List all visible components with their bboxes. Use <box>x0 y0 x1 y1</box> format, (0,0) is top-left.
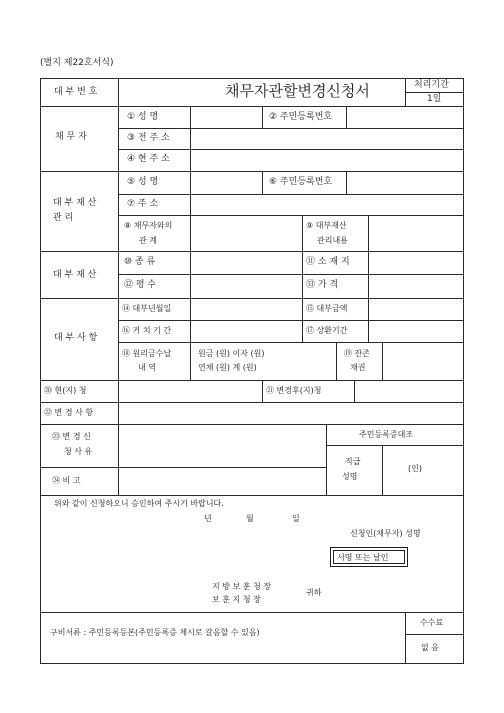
balance-label-2: 채권 <box>350 363 366 372</box>
manager-content-label-1: ⑨ 대부재산 <box>306 221 347 230</box>
property-location-label: ⑪ 소 재 지 <box>306 257 350 267</box>
loan-property-section-label: 대 부 재 산 <box>53 270 97 280</box>
debt-no-label: 대 부 번 호 <box>54 87 98 97</box>
processing-label: 처리기간 <box>414 80 449 90</box>
principal-interest: 원금 (원) 이자 (원) <box>198 349 265 358</box>
received-label-2: 내 역 <box>138 363 156 372</box>
reason-label-1: ㉓ 변 경 신 <box>52 432 91 441</box>
debtor-name-label: ① 성 명 <box>127 112 159 122</box>
signature-box[interactable] <box>330 547 408 567</box>
required-docs: 구비서류 : 주민등록등본(주민등록증 제시로 갈음할 수 있음) <box>50 628 260 637</box>
manager-content-label-2: 관리내용 <box>317 236 348 245</box>
date-month: 월 <box>246 514 254 523</box>
request-text: 위와 같이 신청하오니 승인하여 주시기 바랍니다. <box>54 499 224 508</box>
debtor-rrn-label: ② 주민등록번호 <box>269 112 333 122</box>
loan-date-label: ⑭ 대부년월일 <box>122 304 172 313</box>
property-type-label: ⑩ 종 류 <box>124 257 156 267</box>
reason-label-2: 청 사 유 <box>64 447 93 456</box>
property-area-label: ⑫ 평 수 <box>124 280 157 290</box>
received-label-1: ⑱ 원리금수납 <box>122 349 172 358</box>
applicant-label: 신청인(채무자) 성명 <box>350 529 421 538</box>
manager-rrn-label: ⑥ 주민등록번호 <box>269 177 333 187</box>
seal-label: (인) <box>408 464 422 473</box>
recipient-label: 귀하 <box>306 588 322 597</box>
fee-label: 수수료 <box>420 618 444 627</box>
office-title-1: 지 방 보 훈 청 장 <box>212 582 272 591</box>
manager-relation-label-2: 관 계 <box>139 236 157 245</box>
office-title-2: 보 훈 지 청 장 <box>212 595 261 604</box>
position-label-2: 성명 <box>342 472 358 481</box>
loan-items-section-label: 대 부 사 항 <box>54 333 98 343</box>
signature-label: 서명 또는 날인 <box>337 553 389 562</box>
change-items-label: ㉒ 변 경 사 항 <box>44 408 94 417</box>
position-label-1: 직급 <box>345 457 361 466</box>
debtor-curr-address-label: ④ 현 주 소 <box>127 154 170 164</box>
form-id: (별지 제22호서식) <box>40 58 114 68</box>
grace-period-label: ⑯ 거 치 기 간 <box>122 326 172 335</box>
processing-value: 1일 <box>427 94 442 104</box>
date-year: 년 <box>204 514 212 523</box>
date-day: 일 <box>292 514 300 523</box>
manager-section-label-2: 관 리 <box>53 213 74 223</box>
loan-amount-label: ⑮ 대부금액 <box>306 304 348 313</box>
remarks-label: ㉔ 비 고 <box>52 476 81 485</box>
manager-section-label-1: 대 부 재 산 <box>53 198 97 208</box>
repay-period-label: ⑰ 상환기간 <box>306 326 348 335</box>
fee-value: 없 음 <box>421 643 439 652</box>
overdue-total: 연체 (원) 계 (원) <box>198 363 257 372</box>
manager-name-label: ⑤ 성 명 <box>127 177 159 187</box>
changed-office-label: ㉑ 변경후(지)청 <box>266 386 322 395</box>
form-title: 채무자관할변경신청서 <box>225 82 370 100</box>
balance-label-1: ⑲ 잔존 <box>344 349 370 358</box>
property-price-label: ⑬ 가 격 <box>306 280 339 290</box>
debtor-prev-address-label: ③ 전 주 소 <box>127 133 170 143</box>
current-office-label: ⑳ 현(지) 청 <box>44 386 87 395</box>
manager-relation-label-1: ⑧ 채무자와의 <box>124 221 173 230</box>
debtor-section-label: 채 무 자 <box>55 132 87 142</box>
id-check-label: 주민등록증대조 <box>359 430 414 439</box>
manager-address-label: ⑦ 주 소 <box>127 199 159 209</box>
